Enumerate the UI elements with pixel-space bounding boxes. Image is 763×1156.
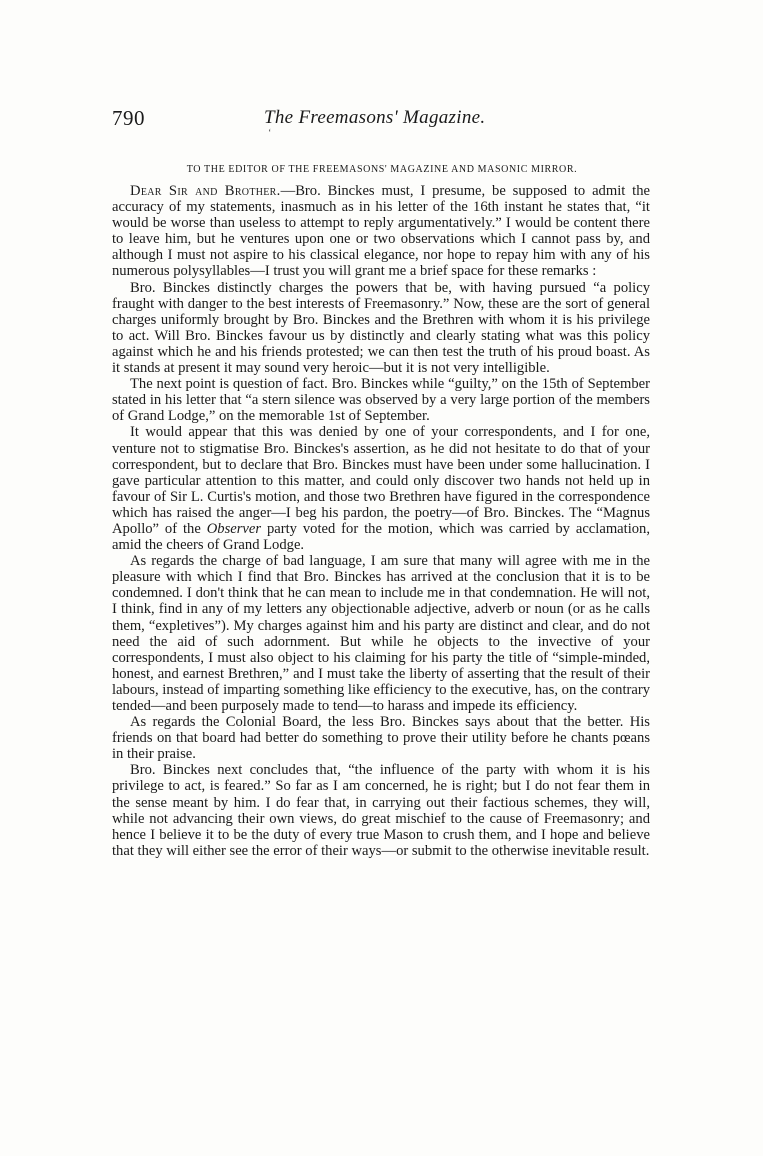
page-number: 790 [112, 106, 145, 130]
paragraph: The next point is question of fact. Bro. Binckes while “guilty,” on the 15th of September stated in his letter that “a stern silence was observed by a very large portion of the members of Grand Lodge,” on the memorable 1st of September. [112, 376, 650, 425]
paragraph: As regards the Colonial Board, the less Bro. Binckes says about that the better. His friends on that board had better do something to prove their utility before he chants pœans in their praise. [112, 714, 650, 763]
letter-body [112, 183, 650, 859]
salutation: Dear Sir and Brother. [130, 183, 281, 199]
paragraph [112, 424, 650, 553]
running-head [112, 106, 652, 136]
letter-address-line: TO THE EDITOR OF THE FREEMASONS' MAGAZINE AND MASONIC MIRROR. [186, 164, 578, 175]
paragraph-text: party voted for the motion, which was carried by acclamation, amid the cheers of Grand Lodge. [112, 520, 650, 554]
paragraph: Bro. Binckes next concludes that, “the influence of the party with whom it is his privilege to act, is feared.” So far as I am concerned, he is right; but I do not fear them in the sense meant by him. I do fear that, in carrying out their factious schemes, they will, while not advancing their own views, do great mischief to the cause of Freemasonry; and hence I believe it to be the duty of every true Mason to crush them, and I hope and believe that they will either see the error of their ways—or submit to the otherwise inevitable result. [112, 762, 650, 859]
paragraph: As regards the charge of bad language, I am sure that many will agree with me in the pleasure with which I find that Bro. Binckes has arrived at the conclusion that it is to be condemned. I don't think that he can mean to include me in that condemnation. He will not, I think, find in any of my letters any objectionable adjective, adverb or noun (or as he calls them, “expletives”). My charges against him and his party are distinct and clear, and do not need the aid of such adornment. But while he objects to the invective of your correspondents, I must also object to his claiming for his party the title of “simple-minded, honest, and earnest Brethren,” and I must take the liberty of asserting that the result of their labours, instead of imparting something like efficiency to the executive, has, on the contrary tended—and been purposely made to tend—to harass and impede its efficiency. [112, 553, 650, 714]
paragraph [112, 183, 650, 280]
paragraph-text: It would appear that this was denied by one of your correspondents, and I for one, venture not to stigmatise Bro. Binckes's assertion, as he did not hesitate to do that of your correspondent, but to declare that Bro. Binckes must have been under some hallucination. I gave particular attention to this matter, and could only discover two hands not held up in favour of Sir L. Curtis's motion, and those two Brethren have figured in the correspondence which has raised the anger—I beg his pardon, the poetry—of Bro. Binckes. The “Magnus Apollo” of the [112, 424, 650, 537]
italic-term: Observer [206, 520, 262, 537]
paragraph-text: —Bro. Binckes must, I presume, be supposed to admit the accuracy of my statements, inasmuch as in his letter of the 16th instant he states that, “it would be worse than useless to attempt to reply argumentatively.” I would be content there to leave him, but he ventures upon one or two observations which I cannot pass by, and although I must not aspire to his classical elegance, nor hope to repay him with any of his numerous polysyllables—I trust you will grant me a brief space for these remarks : [112, 183, 650, 280]
journal-title: The Freemasons' Magazine. [264, 107, 486, 128]
print-mark: ‘ [268, 128, 272, 139]
paragraph: Bro. Binckes distinctly charges the powers that be, with having pursued “a policy fraught with danger to the best interests of Freemasonry.” Now, these are the sort of general charges uniformly brought by Bro. Binckes and the Brethren with whom it is his privilege to act. Will Bro. Binckes favour us by distinctly and clearly stating what was this policy against which he and his friends protested; we can then test the truth of his proud boast. As it stands at present it may sound very heroic—but it is not very intelligible. [112, 279, 650, 377]
